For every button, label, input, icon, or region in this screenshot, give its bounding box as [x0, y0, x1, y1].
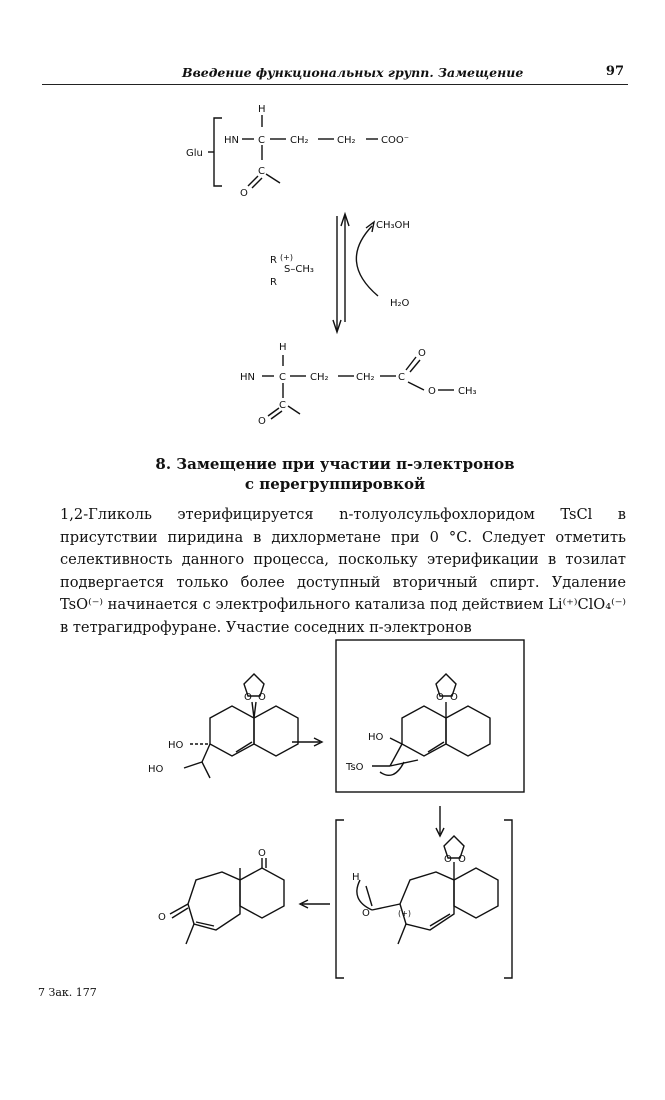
svg-text:O: O	[244, 692, 252, 703]
svg-text:(+): (+)	[280, 253, 293, 262]
svg-text:O: O	[362, 908, 370, 919]
svg-text:O: O	[450, 692, 458, 703]
section-title-line2: с перегруппировкой	[244, 475, 426, 493]
printer-signature: 7 Зак. 177	[38, 986, 97, 999]
svg-text:H: H	[279, 342, 287, 353]
svg-text:O: O	[458, 854, 466, 865]
svg-text:HN: HN	[240, 372, 255, 383]
svg-text:COO⁻: COO⁻	[381, 135, 410, 146]
page-number: 97	[605, 64, 624, 79]
svg-text:HO: HO	[168, 740, 184, 751]
svg-text:C: C	[258, 135, 265, 146]
svg-text:H₂O: H₂O	[390, 298, 410, 309]
methylation-scheme	[0, 95, 665, 425]
svg-text:S–CH₃: S–CH₃	[284, 264, 314, 275]
running-header	[42, 64, 628, 85]
svg-text:R: R	[270, 277, 277, 288]
running-title: Введение функциональных групп. Замещение	[182, 65, 524, 80]
body-paragraph	[60, 504, 626, 639]
svg-text:R: R	[270, 255, 277, 266]
section-title-line1: 8. Замещение при участии π-электронов	[155, 455, 515, 473]
svg-text:CH₃: CH₃	[458, 386, 477, 397]
svg-text:CH₂: CH₂	[337, 135, 356, 146]
svg-text:O: O	[258, 416, 266, 425]
svg-text:H: H	[352, 872, 360, 883]
svg-text:CH₂: CH₂	[356, 372, 375, 383]
svg-text:O: O	[158, 912, 166, 923]
svg-text:C: C	[279, 400, 286, 411]
svg-text:HO: HO	[368, 732, 384, 743]
svg-text:CH₂: CH₂	[310, 372, 329, 383]
svg-text:O: O	[418, 348, 426, 359]
svg-text:HO: HO	[148, 764, 164, 775]
svg-text:(+): (+)	[398, 909, 411, 918]
svg-text:O: O	[258, 692, 266, 703]
svg-text:O: O	[444, 854, 452, 865]
svg-text:O: O	[436, 692, 444, 703]
svg-text:C: C	[258, 166, 265, 177]
svg-text:C: C	[279, 372, 286, 383]
svg-text:CH₂: CH₂	[290, 135, 309, 146]
paragraph-text: 1,2-Гликоль этерифицируется n-толуолсульфохлоридом TsCl в присутствии пиридина в дихлорметане при 0 °С. Следует отметить селективность данного процесса, поскольку этерификации в тозилат подвергается только более доступный вторичный спирт. Удаление TsO⁽⁻⁾ начинается с электрофильного катализа под действием Li⁽⁺⁾ClO₄⁽⁻⁾ в тетрагидрофуране. Участие соседних π-электронов	[60, 506, 626, 636]
svg-text:H: H	[258, 104, 266, 115]
svg-text:O: O	[258, 848, 266, 859]
svg-text:CH₃OH: CH₃OH	[376, 220, 410, 231]
svg-text:HN: HN	[224, 135, 239, 146]
svg-text:TsO: TsO	[346, 762, 364, 773]
svg-text:O: O	[240, 188, 248, 199]
glu-label: Glu	[186, 148, 203, 159]
svg-text:O: O	[428, 386, 436, 397]
svg-text:C: C	[398, 372, 405, 383]
rearrangement-scheme	[0, 630, 665, 990]
